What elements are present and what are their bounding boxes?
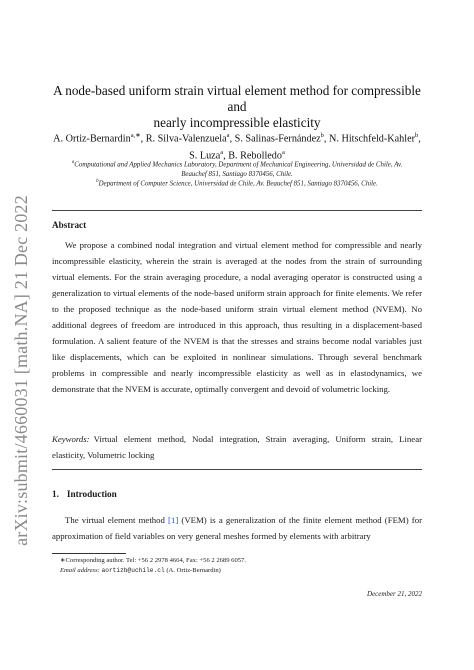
keywords-text: Virtual element method, Nodal integration, Strain averaging, Uniform strain, Linear elasticity, Volumetric locking xyxy=(52,434,422,460)
paper-title xyxy=(52,83,422,131)
title-line-2: nearly incompressible elasticity xyxy=(153,115,321,130)
author-affil-mark: b xyxy=(320,132,324,139)
title-line-1: A node-based uniform strain virtual element method for compressible and xyxy=(53,83,421,114)
arxiv-identifier-stamp xyxy=(6,160,36,580)
citation-link[interactable]: [1] xyxy=(168,515,179,525)
abstract-bottom-rule xyxy=(52,469,422,470)
footnotes xyxy=(60,556,420,575)
keywords xyxy=(52,431,422,463)
abstract-heading: Abstract xyxy=(52,220,87,230)
intro-text-start: The virtual element method xyxy=(65,515,169,525)
affiliation-text: Department of Computer Science, Universidad de Chile, Av. Beauchef 851, Santiago 8370456, Chile. xyxy=(98,180,378,188)
keywords-label: Keywords: xyxy=(52,434,90,444)
section-title: Introduction xyxy=(66,489,117,499)
email-note xyxy=(60,566,420,576)
author-affil-mark: a xyxy=(226,132,230,139)
author-line-2: S. Luza$^a$, B. Rebolledo$^a$ xyxy=(189,149,285,162)
corresponding-author-note: ∗Corresponding author. Tel: +56 2 2978 4664, Fax: +56 2 2689 6057. xyxy=(60,557,247,564)
author-name: N. Hitschfeld-Kahler xyxy=(329,133,416,145)
author-name: B. Rebolledo xyxy=(228,150,282,162)
author-name: A. Ortiz-Bernardin xyxy=(53,133,131,145)
author-name: R. Silva-Valenzuela xyxy=(145,133,227,145)
section-number: 1. xyxy=(52,489,59,499)
affiliation-text: Computational and Applied Mechanics Laboratory, Department of Mechanical Engineering, Universidad de Chile, Av. Beauchef 851, Santiago 8370456, Chile. xyxy=(74,161,403,178)
affiliation-mark: a xyxy=(71,160,75,165)
affiliation-b xyxy=(60,177,414,189)
arxiv-identifier-text: arXiv:submit/4660031 [math.NA] 21 Dec 2022 xyxy=(10,194,31,546)
author-affil-mark: a xyxy=(281,149,285,157)
email-owner: (A. Ortiz-Bernardin) xyxy=(166,566,221,574)
introduction-paragraph xyxy=(52,512,422,544)
section-heading-introduction xyxy=(52,489,117,499)
affiliation-mark: b xyxy=(96,179,99,184)
abstract-body: We propose a combined nodal integration and virtual element method for compressible and nearly incompressible elasticity, wherein the strain is averaged at the nodes from the strain of surrounding virtual elements. For the strain averaging procedure, a nodal averaging operator is constructed using a generalization to virtual elements of the node-based uniform strain approach for finite elements. We refer to the proposed technique as the node-based uniform strain virtual element method (NVEM). No additional degrees of freedom are introduced in this approach, thus resulting in a displacement-based formulation. A salient feature of the NVEM is that the stresses and strains become nodal variables just like displacements, which can be exploited in nonlinear simulations. Through several benchmark problems in compressible and nearly incompressible elasticity as well as in elastodynamics, we demonstrate that the NVEM is accurate, optimally convergent and devoid of volumetric locking. xyxy=(52,240,422,394)
intro-text-rest: (VEM) is a generalization of the finite element method (FEM) for approximation of field variables on very general meshes formed by elements with arbitrary xyxy=(52,515,422,541)
author-affil-mark: a xyxy=(220,149,224,157)
author-affil-mark: a,∗ xyxy=(130,132,141,139)
author-affil-mark: b xyxy=(415,132,419,139)
author-line-1: A. Ortiz-Bernardin$^{a,∗}$, R. Silva-Valenzuela$^a$, S. Salinas-Fernández$^b$, N. Hitschfeld-Kahler$^b$, xyxy=(53,132,421,145)
email-label: Email address: xyxy=(60,566,100,574)
preprint-date: December 21, 2022 xyxy=(366,590,422,598)
author-name: S. Salinas-Fernández xyxy=(234,133,321,145)
email-address[interactable]: aortizb@uchile.cl xyxy=(101,566,165,574)
author-name: S. Luza xyxy=(189,150,221,162)
abstract-top-rule xyxy=(52,210,422,211)
footnote-rule xyxy=(52,553,126,554)
